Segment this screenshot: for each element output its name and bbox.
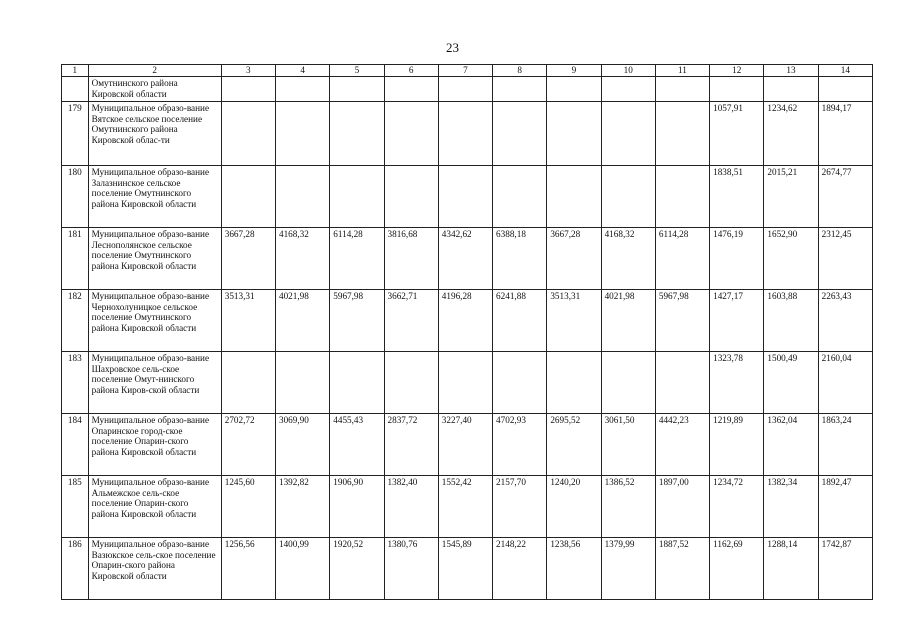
value-cell: 1500,49 xyxy=(764,352,818,414)
value-cell xyxy=(655,166,709,228)
page-number: 23 xyxy=(446,40,459,55)
value-cell: 1362,04 xyxy=(764,414,818,476)
value-cell: 4702,93 xyxy=(493,414,547,476)
value-cell: 3816,68 xyxy=(384,228,438,290)
value-cell xyxy=(221,102,275,166)
value-cell: 1920,52 xyxy=(330,538,384,600)
value-cell: 2312,45 xyxy=(818,228,872,290)
column-header: 2 xyxy=(88,65,221,77)
value-cell: 1256,56 xyxy=(221,538,275,600)
value-cell xyxy=(438,166,492,228)
value-cell: 2695,52 xyxy=(547,414,601,476)
value-cell: 1288,14 xyxy=(764,538,818,600)
table-row xyxy=(62,414,873,476)
value-cell xyxy=(330,166,384,228)
value-cell xyxy=(221,352,275,414)
value-cell xyxy=(275,352,329,414)
tariff-table xyxy=(61,64,873,600)
value-cell: 1652,90 xyxy=(764,228,818,290)
value-cell: 4021,98 xyxy=(601,290,655,352)
value-cell: 1476,19 xyxy=(710,228,764,290)
column-header: 9 xyxy=(547,65,601,77)
value-cell: 3227,40 xyxy=(438,414,492,476)
value-cell: 1838,51 xyxy=(710,166,764,228)
column-header: 11 xyxy=(655,65,709,77)
column-header: 13 xyxy=(764,65,818,77)
value-cell xyxy=(384,77,438,102)
value-cell: 2837,72 xyxy=(384,414,438,476)
value-cell xyxy=(275,102,329,166)
row-number: 182 xyxy=(62,290,89,352)
value-cell xyxy=(330,352,384,414)
value-cell: 1380,76 xyxy=(384,538,438,600)
value-cell: 1897,00 xyxy=(655,476,709,538)
municipality-name: Муниципальное образо-вание Залазнинское сельское поселение Омутнинского района Кировской области xyxy=(88,166,221,228)
column-header: 6 xyxy=(384,65,438,77)
value-cell: 2157,70 xyxy=(493,476,547,538)
column-header: 12 xyxy=(710,65,764,77)
value-cell xyxy=(601,352,655,414)
value-cell: 6241,88 xyxy=(493,290,547,352)
table-row xyxy=(62,228,873,290)
column-header: 10 xyxy=(601,65,655,77)
value-cell: 1894,17 xyxy=(818,102,872,166)
value-cell: 3667,28 xyxy=(221,228,275,290)
value-cell xyxy=(493,352,547,414)
table-row xyxy=(62,476,873,538)
value-cell: 4196,28 xyxy=(438,290,492,352)
municipality-name: Муниципальное образо-вание Леснополянское сельское поселение Омутнинского района Кировской области xyxy=(88,228,221,290)
row-number: 184 xyxy=(62,414,89,476)
value-cell xyxy=(547,102,601,166)
value-cell: 3667,28 xyxy=(547,228,601,290)
row-number: 185 xyxy=(62,476,89,538)
table-row xyxy=(62,166,873,228)
value-cell: 1323,78 xyxy=(710,352,764,414)
value-cell xyxy=(493,77,547,102)
value-cell: 2015,21 xyxy=(764,166,818,228)
value-cell xyxy=(275,77,329,102)
municipality-name: Муниципальное образо-вание Вазюкское сель-ское поселение Опарин-ского района Кировской области xyxy=(88,538,221,600)
row-number: 186 xyxy=(62,538,89,600)
value-cell xyxy=(547,166,601,228)
table-row xyxy=(62,102,873,166)
row-number: 179 xyxy=(62,102,89,166)
value-cell: 4168,32 xyxy=(275,228,329,290)
value-cell: 1219,89 xyxy=(710,414,764,476)
value-cell: 2148,22 xyxy=(493,538,547,600)
municipality-name: Омутнинского района Кировской области xyxy=(88,77,221,102)
value-cell: 1379,99 xyxy=(601,538,655,600)
value-cell: 2702,72 xyxy=(221,414,275,476)
column-header: 3 xyxy=(221,65,275,77)
value-cell: 2160,04 xyxy=(818,352,872,414)
value-cell xyxy=(330,77,384,102)
value-cell xyxy=(384,166,438,228)
row-number: 181 xyxy=(62,228,89,290)
value-cell xyxy=(330,102,384,166)
value-cell: 3513,31 xyxy=(547,290,601,352)
value-cell: 3662,71 xyxy=(384,290,438,352)
value-cell xyxy=(384,102,438,166)
value-cell xyxy=(601,166,655,228)
value-cell: 1552,42 xyxy=(438,476,492,538)
value-cell: 6388,18 xyxy=(493,228,547,290)
value-cell: 1234,62 xyxy=(764,102,818,166)
value-cell: 1057,91 xyxy=(710,102,764,166)
column-number-row xyxy=(62,65,873,77)
value-cell xyxy=(438,352,492,414)
value-cell: 1887,52 xyxy=(655,538,709,600)
value-cell xyxy=(601,77,655,102)
value-cell xyxy=(764,77,818,102)
column-header: 4 xyxy=(275,65,329,77)
column-header: 14 xyxy=(818,65,872,77)
value-cell: 1603,88 xyxy=(764,290,818,352)
column-header: 1 xyxy=(62,65,89,77)
value-cell xyxy=(655,102,709,166)
value-cell xyxy=(221,77,275,102)
value-cell xyxy=(710,77,764,102)
value-cell: 3069,90 xyxy=(275,414,329,476)
value-cell: 4455,43 xyxy=(330,414,384,476)
table-row xyxy=(62,538,873,600)
value-cell: 4021,98 xyxy=(275,290,329,352)
value-cell: 1386,52 xyxy=(601,476,655,538)
continuation-row xyxy=(62,77,873,102)
value-cell: 1400,99 xyxy=(275,538,329,600)
value-cell xyxy=(655,77,709,102)
value-cell: 1742,87 xyxy=(818,538,872,600)
value-cell: 3061,50 xyxy=(601,414,655,476)
value-cell: 1427,17 xyxy=(710,290,764,352)
value-cell: 1240,20 xyxy=(547,476,601,538)
value-cell xyxy=(493,102,547,166)
row-number: 180 xyxy=(62,166,89,228)
value-cell xyxy=(655,352,709,414)
municipality-name: Муниципальное образо-вание Опаринское город-ское поселение Опарин-ского района Кировской области xyxy=(88,414,221,476)
value-cell xyxy=(547,77,601,102)
value-cell: 5967,98 xyxy=(655,290,709,352)
value-cell xyxy=(818,77,872,102)
municipality-name: Муниципальное образо-вание Чернохолуницкое сельское поселение Омутнинского района Кировской области xyxy=(88,290,221,352)
value-cell: 6114,28 xyxy=(330,228,384,290)
value-cell: 3513,31 xyxy=(221,290,275,352)
value-cell xyxy=(384,352,438,414)
column-header: 8 xyxy=(493,65,547,77)
municipality-name: Муниципальное образо-вание Альмежское сель-ское поселение Опарин-ского района Кировской области xyxy=(88,476,221,538)
value-cell: 1906,90 xyxy=(330,476,384,538)
column-header: 5 xyxy=(330,65,384,77)
value-cell xyxy=(221,166,275,228)
value-cell xyxy=(438,77,492,102)
value-cell: 1245,60 xyxy=(221,476,275,538)
value-cell: 6114,28 xyxy=(655,228,709,290)
value-cell: 4168,32 xyxy=(601,228,655,290)
value-cell: 1392,82 xyxy=(275,476,329,538)
value-cell: 4442,23 xyxy=(655,414,709,476)
municipality-name: Муниципальное образо-вание Шахровское сель-ское поселение Омут-нинского района Киров-ской области xyxy=(88,352,221,414)
value-cell xyxy=(275,166,329,228)
column-header: 7 xyxy=(438,65,492,77)
value-cell: 1238,56 xyxy=(547,538,601,600)
value-cell: 5967,98 xyxy=(330,290,384,352)
table-row xyxy=(62,352,873,414)
value-cell: 1162,69 xyxy=(710,538,764,600)
value-cell xyxy=(438,102,492,166)
value-cell: 1382,40 xyxy=(384,476,438,538)
value-cell: 2263,43 xyxy=(818,290,872,352)
row-number: 183 xyxy=(62,352,89,414)
value-cell xyxy=(493,166,547,228)
row-number xyxy=(62,77,89,102)
value-cell: 1892,47 xyxy=(818,476,872,538)
value-cell: 4342,62 xyxy=(438,228,492,290)
value-cell: 1234,72 xyxy=(710,476,764,538)
value-cell: 1863,24 xyxy=(818,414,872,476)
municipality-name: Муниципальное образо-вание Вятское сельское поселение Омутнинского района Кировской облас-ти xyxy=(88,102,221,166)
value-cell xyxy=(601,102,655,166)
value-cell: 1545,89 xyxy=(438,538,492,600)
value-cell: 2674,77 xyxy=(818,166,872,228)
table-row xyxy=(62,290,873,352)
value-cell: 1382,34 xyxy=(764,476,818,538)
value-cell xyxy=(547,352,601,414)
